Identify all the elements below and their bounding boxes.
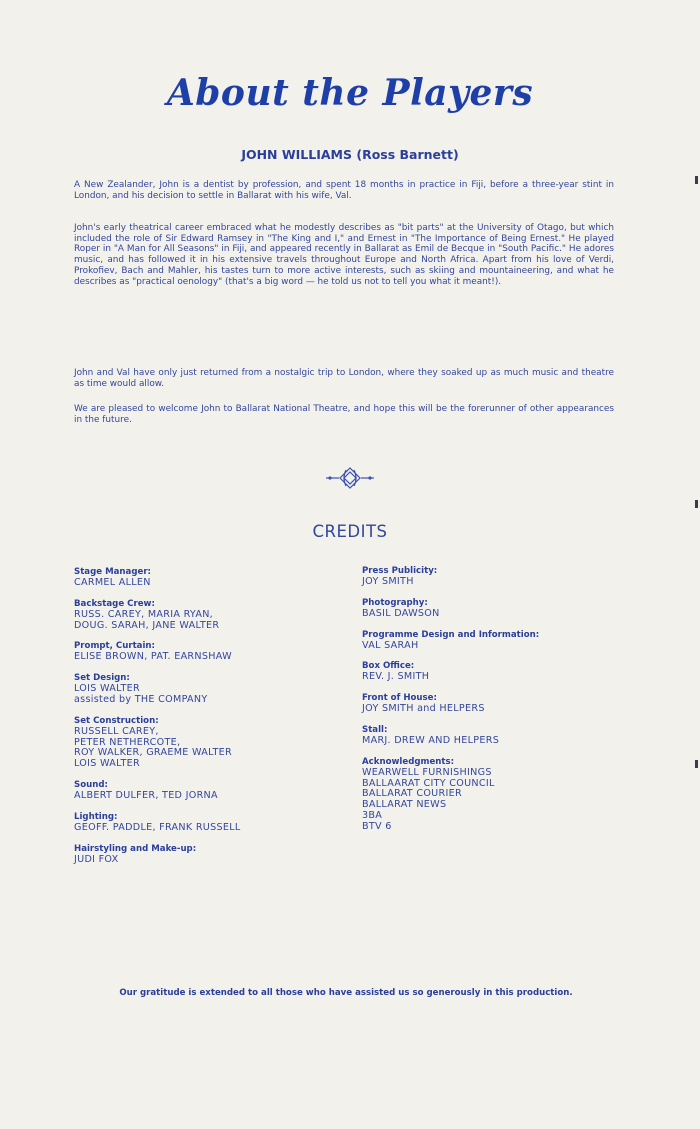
credit-entry <box>74 812 334 834</box>
bio-paragraph: John's early theatrical career embraced what he modestly describes as "bit parts" at the University of Otago, but which included the role of Sir Edward Ramsey in "The King and I," and Ernest in "The Importance of Being Ernest." He played Roper in "A Man for All Seasons" in Fiji, and appeared recently in Ballarat as Emil de Becque in "South Pacific." He adores music, and has followed it in his extensive travels throughout Europe and North Africa. Apart from his love of Verdi, Prokofiev, Bach and Mahler, his tastes turn to more active interests, such as skiing and mountaineering, and what he describes as "practical oenology" (that's a big word — he told us not to tell you what it meant!). <box>74 223 614 287</box>
gratitude-note: Our gratitude is extended to all those who have assisted us so generously in this production. <box>119 988 573 998</box>
credit-entry <box>74 844 334 866</box>
credit-entry <box>362 661 652 683</box>
credit-names: 3BA <box>362 809 383 821</box>
credit-names: BALLARAT COURIER <box>362 788 462 800</box>
credit-role: Acknowledgments: <box>362 756 455 767</box>
credits-left-column <box>74 567 334 875</box>
credit-entry <box>74 673 334 706</box>
credit-role: Press Publicity: <box>362 566 438 576</box>
credit-names: JUDI FOX <box>74 853 119 865</box>
credit-role: Hairstyling and Make-up: <box>74 843 197 854</box>
credit-entry <box>362 725 652 747</box>
bio-paragraph: A New Zealander, John is a dentist by profession, and spent 18 months in practice in Fiji, before a three-year stint in London, and his decision to settle in Ballarat with his wife, Val. <box>74 180 614 201</box>
credits-right-column <box>362 566 652 843</box>
credit-role: Sound: <box>74 779 108 790</box>
credits-heading: CREDITS <box>312 522 388 541</box>
credit-names: BALLARAT NEWS <box>362 799 447 811</box>
credit-names: LOIS WALTER <box>74 683 140 695</box>
credit-role: Box Office: <box>362 661 415 672</box>
credit-names: RUSSELL CAREY, <box>74 725 159 737</box>
credit-role: Photography: <box>362 597 428 608</box>
credit-names: VAL SARAH <box>362 639 419 651</box>
player-heading: JOHN WILLIAMS (Ross Barnett) <box>241 147 459 162</box>
credit-role: Backstage Crew: <box>74 598 155 609</box>
credit-names: BALLAARAT CITY COUNCIL <box>362 777 495 789</box>
bio-paragraph: We are pleased to welcome John to Ballarat National Theatre, and hope this will be the forerunner of other appearances in the future. <box>74 404 614 425</box>
credit-names: MARJ. DREW AND HELPERS <box>362 734 500 746</box>
credit-entry <box>74 567 334 589</box>
credit-role: Front of House: <box>362 693 437 704</box>
page-title: About the Players <box>166 72 534 114</box>
credit-names: RUSS. CAREY, MARIA RYAN, <box>74 608 214 620</box>
credit-entry <box>362 598 652 620</box>
credit-entry <box>74 641 334 663</box>
bio-paragraph: John and Val have only just returned from a nostalgic trip to London, where they soaked up as much music and theatre as time would allow. <box>74 368 614 389</box>
credit-names: ALBERT DULFER, TED JORNA <box>74 789 218 801</box>
page-edge-mark <box>695 500 698 508</box>
credit-names: DOUG. SARAH, JANE WALTER <box>74 619 220 631</box>
credit-entry <box>74 716 334 770</box>
credit-role: Programme Design and Information: <box>362 629 540 640</box>
credit-names: PETER NETHERCOTE, <box>74 736 181 748</box>
credit-names: CARMEL ALLEN <box>74 577 151 588</box>
credit-names: BTV 6 <box>362 820 392 832</box>
credit-names: JOY SMITH <box>362 576 414 587</box>
credit-names: assisted by THE COMPANY <box>74 693 208 705</box>
credit-names: JOY SMITH and HELPERS <box>362 703 485 715</box>
credit-names: ROY WALKER, GRAEME WALTER <box>74 747 232 759</box>
credit-names: REV. J. SMITH <box>362 671 430 683</box>
credit-role: Lighting: <box>74 811 118 822</box>
credit-entry <box>362 693 652 715</box>
credit-role: Set Design: <box>74 673 130 684</box>
credit-role: Prompt, Curtain: <box>74 641 155 652</box>
credit-role: Set Construction: <box>74 715 159 726</box>
credit-entry <box>362 630 652 652</box>
page-edge-mark <box>695 176 698 184</box>
credit-names: BASIL DAWSON <box>362 607 440 619</box>
credit-entry <box>362 757 652 833</box>
credit-names: GEOFF. PADDLE, FRANK RUSSELL <box>74 821 241 833</box>
credit-entry <box>74 780 334 802</box>
page-edge-mark <box>695 760 698 768</box>
credit-entry <box>74 599 334 632</box>
credit-names: WEARWELL FURNISHINGS <box>362 766 492 778</box>
credit-entry <box>362 566 652 588</box>
credit-names: LOIS WALTER <box>74 758 140 770</box>
credit-role: Stage Manager: <box>74 567 151 577</box>
ornament-icon <box>322 466 378 490</box>
credit-names: ELISE BROWN, PAT. EARNSHAW <box>74 651 232 663</box>
credit-role: Stall: <box>362 724 388 735</box>
